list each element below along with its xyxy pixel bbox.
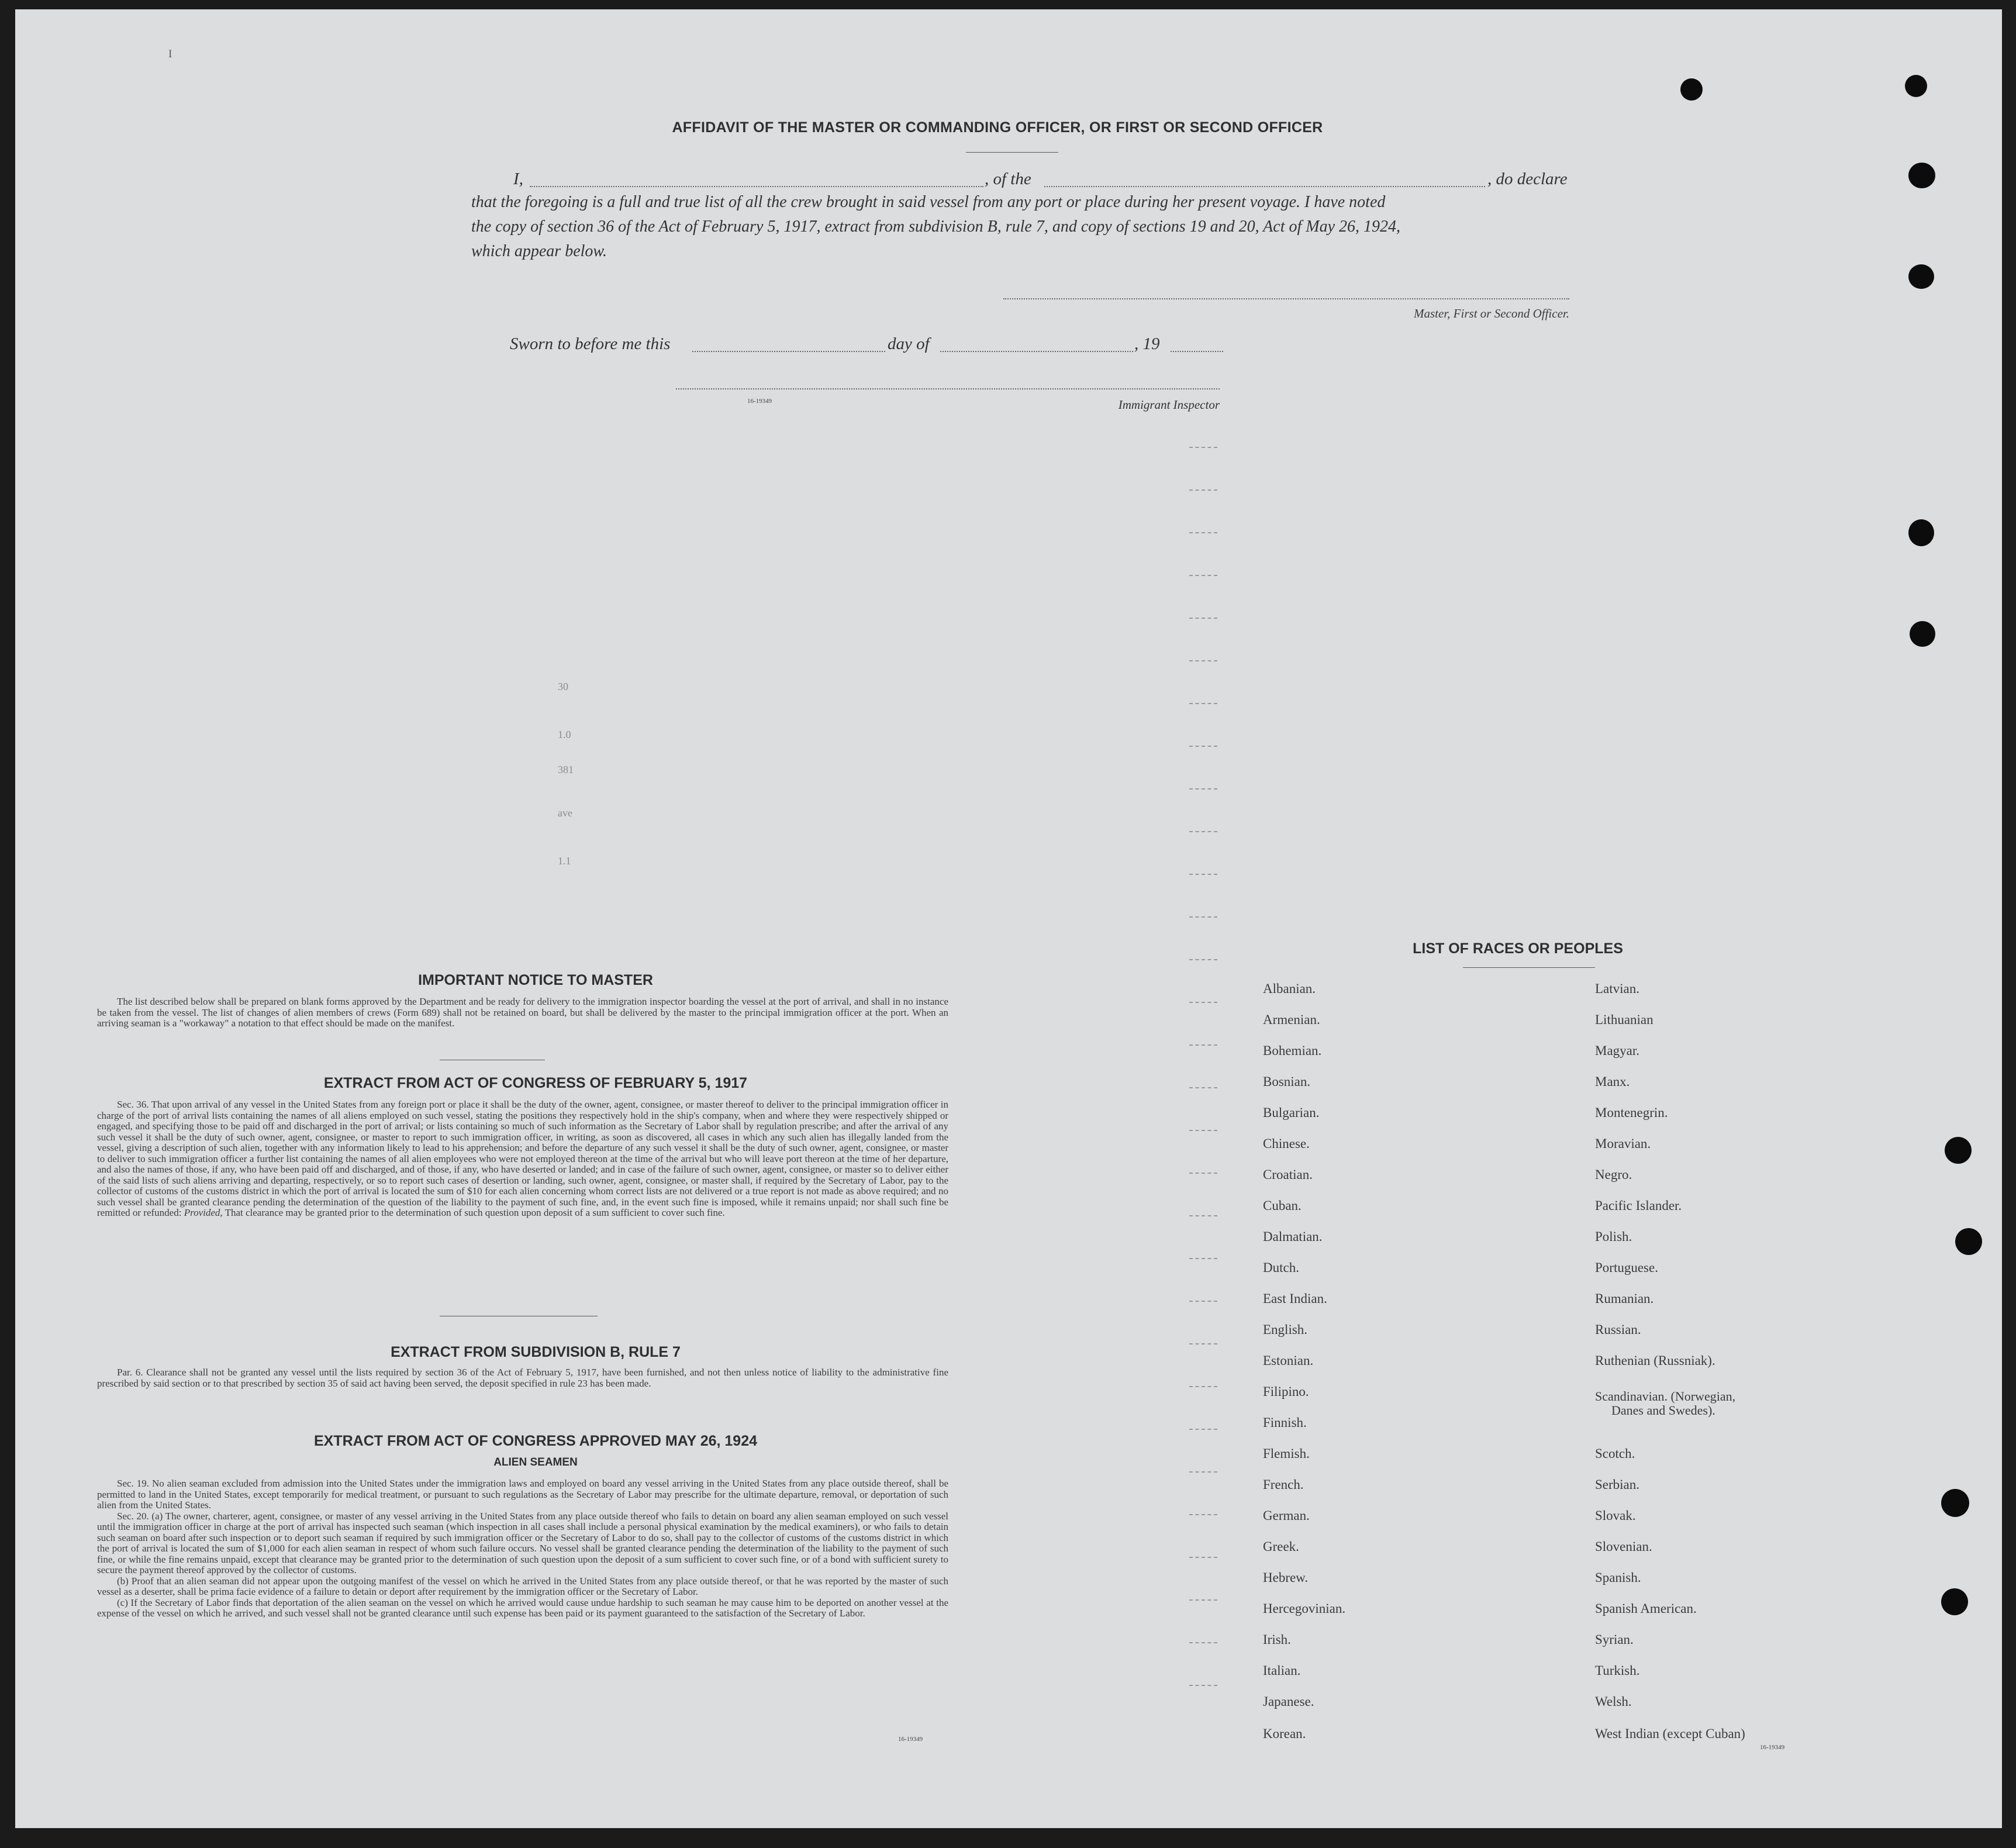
race-item: Latvian. xyxy=(1595,981,1639,996)
section-36-text: Sec. 36. That upon arrival of any vessel in the United States from any foreign port or place it shall be the duty of the owner, agent, consignee, or master thereof to deliver to the principal immigration officer in charge of the port of arrival lists containing the names of all aliens employed on such vessel, stating the positions they respectively hold in the ship's company, when and where they were respectively shipped or engaged, and specifying those to be paid off and discharged in the port of arrival; or lists containing so much of such information as the Secretary of Labor shall by regulation prescribe; and after the arrival of any such vessel it shall be the duty of such owner, agent, consignee, or master to report to such immigration officer, in writing, as soon as discovered, all cases in which any such alien has illegally landed from the vessel, giving a description of such alien, together with any information likely to lead to his apprehension; and before the departure of any such vessel it shall be the duty of such owner, agent, consignee, or master to deliver to such immigration officer a further list containing the names of all alien employees who were not employed thereon at the time of the arrival but who will leave port thereon at the time of her departure, and also the names of those, if any, who have been paid off and discharged, and of those, if any, who have deserted or landed; and in case of the failure of such owner, agent, consignee, or master so to deliver either of the said lists of such aliens arriving and departing, respectively, or so to report such cases of desertion or landing, such owner, agent, consignee, or master shall, if required by the Secretary of Labor, pay to the collector of customs of the customs district in which the port of arrival is located the sum of $10 for each alien concerning whom correct lists are not delivered or a true report is not made as above required; and no such vessel shall be granted clearance pending the determination of the question of the liability to the payment of such fine, and, in the event such fine is imposed, while it remains unpaid; nor shall such fine be remitted or refunded: xyxy=(97,1099,948,1218)
race-item: Filipino. xyxy=(1263,1384,1309,1399)
master-signature-line[interactable] xyxy=(1003,298,1569,299)
race-item: Negro. xyxy=(1595,1167,1632,1182)
section-20c-text: (c) If the Secretary of Labor finds that deportation of the alien seaman on the vessel on which he arrived would cause undue hardship to such seaman he may cause him to be deported on another vessel at the expense of the vessel on which he arrived, and such vessel shall not be granted clearance until such expense has been paid or its payment guaranteed to the satisfaction of the Secretary of Labor. xyxy=(97,1597,948,1619)
race-item: Portuguese. xyxy=(1595,1260,1658,1275)
bleed-dash xyxy=(1189,831,1217,832)
inspector-label: Immigrant Inspector xyxy=(1118,398,1220,412)
bleed-dash xyxy=(1189,959,1217,960)
punch-hole xyxy=(1910,621,1935,647)
declarant-label: I, xyxy=(513,170,523,188)
sworn-label: Sworn to before me this xyxy=(510,335,671,353)
proviso-label: Provided, xyxy=(184,1207,223,1218)
bleed-dash xyxy=(1189,1429,1217,1430)
race-item: Scotch. xyxy=(1595,1446,1635,1461)
race-item: Chinese. xyxy=(1263,1136,1310,1151)
bleed-dash xyxy=(1189,1087,1217,1088)
punch-hole xyxy=(1941,1588,1968,1615)
declare-label: , do declare xyxy=(1487,170,1568,188)
bleed-dash xyxy=(1189,447,1217,448)
race-item: Albanian. xyxy=(1263,981,1316,996)
bleed-dash xyxy=(1189,788,1217,789)
sworn-line xyxy=(510,335,1247,356)
extract-1917-title: EXTRACT FROM ACT OF CONGRESS OF FEBRUARY 5, 1917 xyxy=(323,1075,748,1091)
race-item: Bohemian. xyxy=(1263,1043,1322,1058)
section-19-text: Sec. 19. No alien seaman excluded from admission into the United States under the immigration laws and employed on board any vessel arriving in the United States from any place outside thereof, shall be permitted to land in the United States, except temporarily for medical treatment, or pursuant to such regulations as the Secretary of Labor may prescribe for the ultimate departure, removal, or deportation of such alien from the United States. xyxy=(97,1478,948,1511)
bleed-dash xyxy=(1189,916,1217,918)
race-item: Ruthenian (Russniak). xyxy=(1595,1353,1715,1368)
bleed-dash xyxy=(1189,1044,1217,1046)
bleed-dash xyxy=(1189,1386,1217,1387)
proviso-text: That clearance may be granted prior to the determination of such question upon deposit of a sum sufficient to cover such fine. xyxy=(225,1207,725,1218)
race-item: English. xyxy=(1263,1322,1308,1337)
bleed-mark: 1.0 xyxy=(558,729,571,740)
inspector-signature-line[interactable] xyxy=(676,388,1220,389)
race-item: Greek. xyxy=(1263,1539,1299,1554)
bleed-dash xyxy=(1189,746,1217,747)
race-item: Bosnian. xyxy=(1263,1074,1311,1089)
bleed-dash xyxy=(1189,1130,1217,1131)
bleed-mark: 381 xyxy=(558,764,574,775)
bleed-dash xyxy=(1189,660,1217,661)
race-item: Irish. xyxy=(1263,1632,1291,1647)
divider xyxy=(966,152,1058,153)
bleed-dash xyxy=(1189,1002,1217,1003)
race-item: Scandinavian. (Norwegian, xyxy=(1595,1389,1736,1404)
race-item: Magyar. xyxy=(1595,1043,1640,1058)
bleed-dash xyxy=(1189,874,1217,875)
bleed-dash xyxy=(1189,1642,1217,1643)
race-item: Croatian. xyxy=(1263,1167,1313,1182)
race-item: Moravian. xyxy=(1595,1136,1651,1151)
form-number: 16-19349 xyxy=(1760,1744,1785,1751)
races-title: LIST OF RACES OR PEOPLES xyxy=(1413,940,1623,957)
bleed-dash xyxy=(1189,1173,1217,1174)
punch-hole xyxy=(1908,163,1935,188)
race-item: Slovenian. xyxy=(1595,1539,1652,1554)
bleed-dash xyxy=(1189,1557,1217,1558)
bleed-dash xyxy=(1189,1258,1217,1259)
notice-body xyxy=(97,997,948,1029)
rule-7-title: EXTRACT FROM SUBDIVISION B, RULE 7 xyxy=(391,1344,681,1360)
race-item: Cuban. xyxy=(1263,1198,1302,1213)
bleed-mark: 30 xyxy=(558,681,568,692)
race-item: Danes and Swedes). xyxy=(1611,1403,1715,1418)
bleed-dash xyxy=(1189,1685,1217,1686)
race-item: Korean. xyxy=(1263,1726,1306,1741)
race-item: Bulgarian. xyxy=(1263,1105,1320,1120)
race-item: Finnish. xyxy=(1263,1415,1307,1430)
race-item: Slovak. xyxy=(1595,1508,1636,1523)
punch-hole xyxy=(1905,75,1927,97)
race-item: Spanish. xyxy=(1595,1570,1641,1585)
sworn-year-field[interactable] xyxy=(1171,351,1223,352)
bleed-dash xyxy=(1189,1599,1217,1601)
affidavit-body-line: that the foregoing is a full and true list of all the crew brought in said vessel from any port or place during her present voyage. I have noted xyxy=(471,193,1386,211)
extract-1917-body xyxy=(97,1099,948,1219)
notice-paragraph: The list described below shall be prepared on blank forms approved by the Department and be ready for delivery to the immigration inspector boarding the vessel at the port of arrival, and shall in no instance be taken from the vessel. The list of changes of alien members of crews (Form 689) shall not be retained on board, but shall be delivered by the master to the principal immigration officer at the port. When an arriving seaman is a "workaway" a notation to that effect should be made on the manifest. xyxy=(97,996,948,1029)
race-item: Spanish American. xyxy=(1595,1601,1697,1616)
notice-title: IMPORTANT NOTICE TO MASTER xyxy=(418,972,653,988)
sworn-month-field[interactable] xyxy=(940,351,1133,352)
rule-7-paragraph: Par. 6. Clearance shall not be granted any vessel until the lists required by section 36 of the Act of February 5, 1917, have been furnished, and not then unless notice of liability to the administrative fine prescribed by said section or to that prescribed by section 35 of said act having been served, the deposit specified in rule 23 has been made. xyxy=(97,1367,948,1389)
race-item: Flemish. xyxy=(1263,1446,1310,1461)
race-item: Italian. xyxy=(1263,1663,1301,1678)
vessel-label: , of the xyxy=(985,170,1031,188)
bleed-dash xyxy=(1189,1514,1217,1515)
declarant-name-field[interactable] xyxy=(530,186,983,187)
race-item: German. xyxy=(1263,1508,1310,1523)
race-item: Montenegrin. xyxy=(1595,1105,1668,1120)
affidavit-line-1 xyxy=(513,170,1570,191)
bleed-dash xyxy=(1189,575,1217,576)
punch-hole xyxy=(1945,1137,1972,1164)
race-item: Serbian. xyxy=(1595,1477,1640,1492)
form-number: 16-19349 xyxy=(747,398,772,405)
race-item: Dutch. xyxy=(1263,1260,1299,1275)
race-item: Welsh. xyxy=(1595,1694,1632,1709)
bleed-mark: ave xyxy=(558,807,572,819)
race-item: Rumanian. xyxy=(1595,1291,1654,1306)
affidavit-title: AFFIDAVIT OF THE MASTER OR COMMANDING OFFICER, OR FIRST OR SECOND OFFICER xyxy=(672,119,1323,136)
race-item: French. xyxy=(1263,1477,1304,1492)
race-item: Japanese. xyxy=(1263,1694,1314,1709)
section-20b-text: (b) Proof that an alien seaman did not appear upon the outgoing manifest of the vessel on which he arrived in the United States from any place outside thereof, or that he was reported by the master of such vessel as a deserter, shall be prima facie evidence of a failure to detain or deport after requirement by the immigration officer or the Secretary of Labor. xyxy=(97,1575,948,1597)
bleed-mark: 1.1 xyxy=(558,855,571,867)
extract-1924-title: EXTRACT FROM ACT OF CONGRESS APPROVED MAY 26, 1924 xyxy=(313,1433,758,1449)
year-label: , 19 xyxy=(1134,335,1160,353)
margin-mark: I xyxy=(168,48,172,60)
bleed-dash xyxy=(1189,1215,1217,1216)
punch-hole xyxy=(1955,1228,1982,1255)
bleed-dash xyxy=(1189,1301,1217,1302)
bleed-dash xyxy=(1189,618,1217,619)
vessel-name-field[interactable] xyxy=(1044,186,1485,187)
affidavit-body-line: the copy of section 36 of the Act of February 5, 1917, extract from subdivision B, rule 7, and copy of sections 19 and 20, Act of May 26, 1924, xyxy=(471,218,1401,236)
bleed-dash xyxy=(1189,703,1217,704)
race-item: Polish. xyxy=(1595,1229,1632,1244)
race-item: Syrian. xyxy=(1595,1632,1634,1647)
extract-1924-subtitle: ALIEN SEAMEN xyxy=(493,1456,578,1468)
master-signature-label: Master, First or Second Officer. xyxy=(1414,306,1569,320)
race-item: East Indian. xyxy=(1263,1291,1327,1306)
race-item: Armenian. xyxy=(1263,1012,1320,1027)
race-item: Pacific Islander. xyxy=(1595,1198,1682,1213)
race-item: Hercegovinian. xyxy=(1263,1601,1346,1616)
race-item: Lithuanian xyxy=(1595,1012,1653,1027)
document-page xyxy=(15,9,2002,1828)
race-item: Turkish. xyxy=(1595,1663,1640,1678)
form-number: 16-19349 xyxy=(898,1736,923,1743)
punch-hole xyxy=(1908,519,1934,546)
bleed-dash xyxy=(1189,532,1217,533)
punch-hole xyxy=(1908,264,1934,289)
race-item: West Indian (except Cuban) xyxy=(1595,1726,1745,1741)
race-item: Russian. xyxy=(1595,1322,1641,1337)
rule-7-body xyxy=(97,1367,948,1389)
punch-hole xyxy=(1680,78,1703,101)
extract-1924-body xyxy=(97,1478,948,1619)
sworn-date-field[interactable] xyxy=(692,351,885,352)
bleed-dash xyxy=(1189,1343,1217,1344)
punch-hole xyxy=(1941,1489,1969,1517)
bleed-dash xyxy=(1189,489,1217,491)
race-item: Manx. xyxy=(1595,1074,1630,1089)
bleed-dash xyxy=(1189,1471,1217,1473)
race-item: Hebrew. xyxy=(1263,1570,1309,1585)
race-item: Estonian. xyxy=(1263,1353,1314,1368)
divider xyxy=(1463,967,1595,968)
race-item: Dalmatian. xyxy=(1263,1229,1323,1244)
section-20a-text: Sec. 20. (a) The owner, charterer, agent, consignee, or master of any vessel arriving in the United States from any place outside thereof who fails to detain on board any alien seaman employed on such vessel until the immigration officer in charge at the port of arrival has inspected such seaman (which inspection in all cases shall include a personal physical examination by the medical examiners), or who fails to detain such seaman on board after such inspection or to deport such seaman if required by such immigration officer or the Secretary of Labor to do so, shall pay to the collector of customs of the customs district in which the port of arrival is located the sum of $1,000 for each alien seaman in respect of whom such failure occurs. No vessel shall be granted clearance pending the determination of the liability to the payment of such fine, or while the fine remains unpaid, except that clearance may be granted prior to the determination of such question upon the deposit of a sum sufficient to cover such fine, or of a bond with sufficient surety to secure the payment thereof approved by the collector of customs. xyxy=(97,1510,948,1575)
affidavit-body-line: which appear below. xyxy=(471,242,607,260)
day-of-label: day of xyxy=(888,335,930,353)
